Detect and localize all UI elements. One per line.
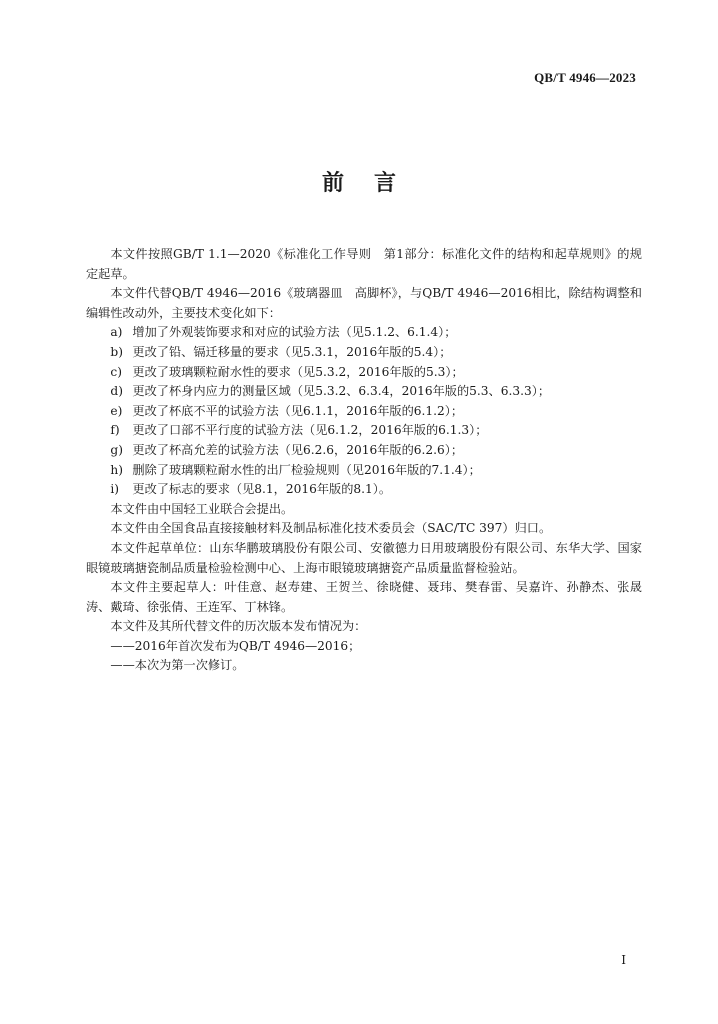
paragraph-history-intro: 本文件及其所代替文件的历次版本发布情况为： xyxy=(110,619,367,634)
list-item xyxy=(86,363,642,383)
list-marker: g) xyxy=(110,442,123,457)
list-item xyxy=(86,480,642,500)
history-item: ——本次为第一次修订。 xyxy=(110,658,245,673)
paragraph-drafting-rules: 本文件按照GB/T 1.1—2020《标准化工作导则 第1部分：标准化文件的结构和起草规则》的规定起草。 xyxy=(86,247,642,281)
list-marker: f) xyxy=(110,423,120,438)
list-item xyxy=(86,402,642,422)
paragraph-proposer: 本文件由中国轻工业联合会提出。 xyxy=(110,501,294,516)
list-marker: h) xyxy=(110,462,123,477)
list-item-text: 更改了杯底不平的试验方法（见6.1.1，2016年版的6.1.2）； xyxy=(132,403,464,418)
list-item xyxy=(86,323,642,343)
list-item-text: 删除了玻璃颗粒耐水性的出厂检验规则（见2016年版的7.1.4）； xyxy=(132,462,481,477)
foreword-body xyxy=(86,245,642,676)
list-item-text: 增加了外观装饰要求和对应的试验方法（见5.1.2、6.1.4）； xyxy=(132,325,457,340)
list-item xyxy=(86,441,642,461)
page-title: 前言 xyxy=(321,171,426,196)
list-marker: d) xyxy=(110,384,123,399)
list-item xyxy=(86,421,642,441)
paragraph-committee: 本文件由全国食品直接接触材料及制品标准化技术委员会（SAC/TC 397）归口。 xyxy=(110,521,552,536)
paragraph-drafting-units: 本文件起草单位：山东华鹏玻璃股份有限公司、安徽德力日用玻璃股份有限公司、东华大学、国家眼镜玻璃搪瓷制品质量检验检测中心、上海市眼镜玻璃搪瓷产品质量监督检验站。 xyxy=(86,540,642,575)
list-item-text: 更改了杯高允差的试验方法（见6.2.6，2016年版的6.2.6）； xyxy=(132,442,464,457)
list-item-text: 更改了口部不平行度的试验方法（见6.1.2，2016年版的6.1.3）； xyxy=(132,423,488,438)
paragraph-replacement: 本文件代替QB/T 4946—2016《玻璃器皿 高脚杯》，与QB/T 4946—2016相比，除结构调整和编辑性改动外，主要技术变化如下： xyxy=(86,286,642,320)
list-item-text: 更改了标志的要求（见8.1，2016年版的8.1）。 xyxy=(132,482,392,497)
list-marker: e) xyxy=(110,403,123,418)
standard-code: QB/T 4946—2023 xyxy=(534,70,636,85)
list-item-text: 更改了杯身内应力的测量区域（见5.3.2、6.3.4，2016年版的5.3、6.3.3）； xyxy=(132,384,551,399)
changes-list xyxy=(86,323,642,499)
list-item-text: 更改了玻璃颗粒耐水性的要求（见5.3.2，2016年版的5.3）； xyxy=(132,364,464,379)
list-marker: c) xyxy=(110,364,122,379)
history-item: ——2016年首次发布为QB/T 4946—2016； xyxy=(110,638,361,653)
list-item-text: 更改了铅、镉迁移量的要求（见5.3.1，2016年版的5.4）； xyxy=(132,344,452,359)
list-marker: i) xyxy=(110,482,120,497)
list-item xyxy=(86,461,642,481)
paragraph-drafters: 本文件主要起草人：叶佳意、赵寿建、王贺兰、徐晓健、聂玮、樊春雷、吴嘉许、孙静杰、张晟涛、戴琦、徐张倩、王连军、丁林锋。 xyxy=(86,580,642,614)
list-item xyxy=(86,382,642,402)
list-marker: b) xyxy=(110,344,123,359)
page-number: I xyxy=(621,953,626,967)
list-item xyxy=(86,343,642,363)
list-marker: a) xyxy=(110,325,123,340)
